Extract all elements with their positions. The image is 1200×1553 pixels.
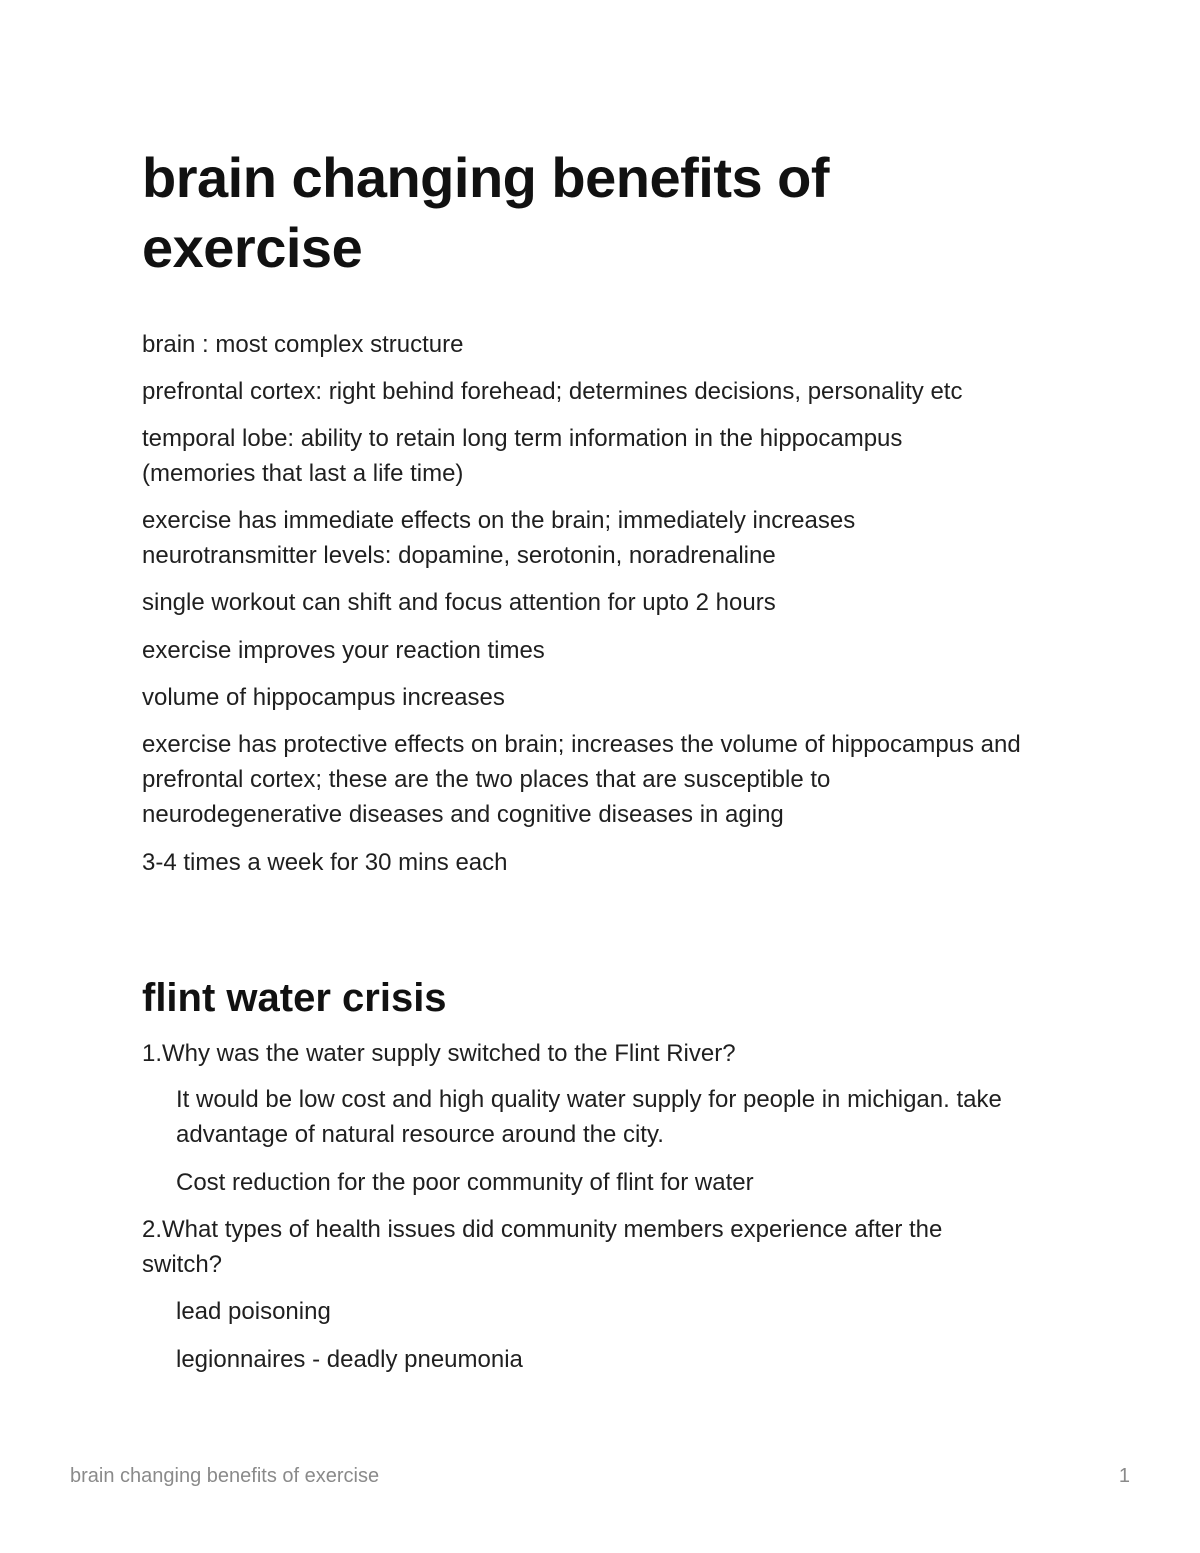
paragraph-reaction-times: exercise improves your reaction times [142,637,545,664]
paragraph-prefrontal-cortex: prefrontal cortex: right behind forehead; determines decisions, personality etc [142,378,963,405]
answer-2-1: lead poisoning [176,1298,331,1325]
section-heading-flint: flint water crisis [142,976,447,1020]
paragraph-temporal-lobe: temporal lobe: ability to retain long term information in the hippocampus (memories that last a life time) [142,425,903,487]
page-title: brain changing benefits of exercise [142,146,830,279]
footer-title: brain changing benefits of exercise [70,1465,380,1487]
footer-page-number: 1 [1118,1465,1130,1487]
answer-2-2: legionnaires - deadly pneumonia [176,1346,523,1373]
paragraph-frequency: 3-4 times a week for 30 mins each [142,849,508,876]
question-1: 1.Why was the water supply switched to the Flint River? [142,1040,736,1067]
answer-1-2: Cost reduction for the poor community of flint for water [176,1169,754,1196]
answer-1-1: It would be low cost and high quality water supply for people in michigan. take advantage of natural resource around the city. [176,1086,1002,1148]
question-2: 2.What types of health issues did community members experience after the switch? [142,1216,943,1278]
paragraph-brain: brain : most complex structure [142,331,464,358]
paragraph-single-workout: single workout can shift and focus attention for upto 2 hours [142,589,776,616]
paragraph-immediate-effects: exercise has immediate effects on the brain; immediately increases neurotransmitter levels: dopamine, serotonin, noradrenaline [142,507,856,569]
paragraph-protective-effects: exercise has protective effects on brain; increases the volume of hippocampus and prefrontal cortex; these are the two places that are susceptible to neurodegenerative diseases and cognitive diseases in aging [142,731,1021,828]
paragraph-hippocampus-volume: volume of hippocampus increases [142,684,505,711]
